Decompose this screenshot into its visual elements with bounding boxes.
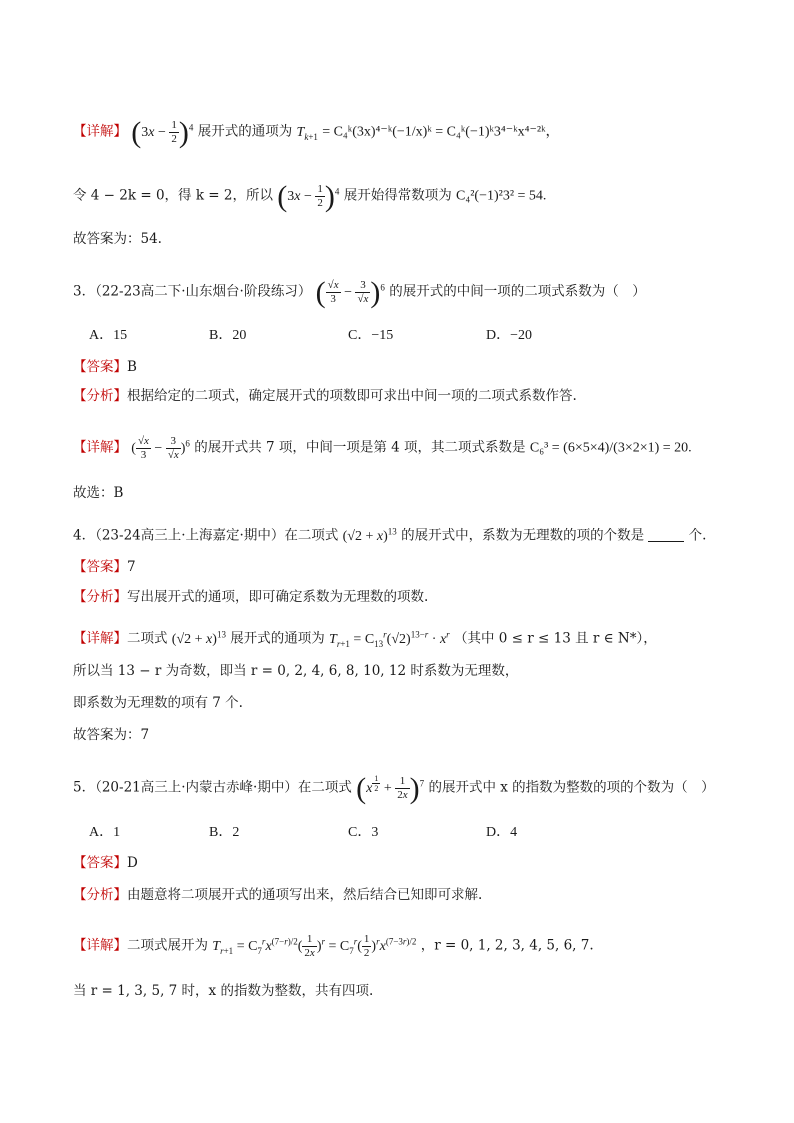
q4-stem <box>73 520 754 548</box>
q3-stem-b: 的展开式的中间一项的二项式系数为（ ） <box>389 283 646 300</box>
q4-detail <box>73 623 754 654</box>
q2-detail-line <box>73 116 754 147</box>
answer-tag: 【答案】 <box>73 559 127 575</box>
q2-line2 <box>73 179 754 213</box>
binomial-expression: (x $^{\frac{1}{2}}$ + $\frac{1}{2x}$ )$^7$ <box>356 771 425 805</box>
q3-detail-formula: C₆³ = (6×5×4)/(3×2×1) = 20. <box>529 440 692 456</box>
q2-line2-formula: C₄²(−1)²3² = 54. <box>456 188 547 204</box>
analysis-tag: 【分析】 <box>73 589 127 605</box>
q3-option-a[interactable]: A．15 <box>89 328 128 343</box>
q5-option-a[interactable]: A．1 <box>89 825 121 840</box>
q3-stem <box>73 275 754 309</box>
q4-analysis-text: 写出展开式的通项，即可确定系数为无理数的项数. <box>127 589 429 605</box>
q3-detail <box>73 432 754 462</box>
binomial-expression: (3x − $\frac{1}{2}$ )$^4$ <box>277 179 340 213</box>
q2-detail-formula: = C₄ᵏ(3x)⁴⁻ᵏ(−1/x)ᵏ = C₄ᵏ(−1)ᵏ3⁴⁻ᵏx⁴⁻²ᵏ， <box>322 124 560 140</box>
q4-detail-a: 二项式 <box>127 630 168 647</box>
q3-option-d[interactable]: D．−20 <box>486 328 533 343</box>
binomial-expression: (3x − $\frac{1}{2}$ )$^4$ <box>131 115 194 149</box>
q4-general-term: $T_{r+1} = C_{13}^r(√2)^{13-r} \cdot x^r$ <box>329 629 450 649</box>
q5-option-c[interactable]: C．3 <box>348 825 379 840</box>
q5-detail-a: 二项式展开为 <box>127 937 208 954</box>
q5-general-term: $T_{r+1} = C_7^rx^{(7-r)/2}$( $\frac{1}{2x}$ )$^r = C_7^r$( $\frac{1}{2}$ )$^rx^{(7-3r)/2}$ <box>212 932 417 959</box>
detail-tag: 【详解】 <box>73 439 127 456</box>
q5-option-b[interactable]: B．2 <box>209 825 240 840</box>
q4-analysis <box>73 586 754 608</box>
q3-final: 故选：B <box>73 485 124 501</box>
q2-line2-b: 展开始得常数项为 <box>343 187 452 204</box>
analysis-tag: 【分析】 <box>73 887 127 903</box>
q5-line2: 当 r = 1, 3, 5, 7 时，x 的指数为整数，共有四项. <box>73 983 374 999</box>
q4-detail-c: （其中 0 ≤ r ≤ 13 且 r ∈ N*）， <box>453 630 657 647</box>
detail-tag: 【详解】 <box>73 123 127 140</box>
q3-stem-a: 3．（22-23高二下·山东烟台·阶段练习） <box>73 283 312 300</box>
detail-tag: 【详解】 <box>73 630 127 647</box>
q4-stem-a: 4．（23-24高三上·上海嘉定·期中）在二项式 <box>73 527 339 544</box>
q3-option-c[interactable]: C．−15 <box>348 328 394 343</box>
q4-line3: 即系数为无理数的项有 7 个. <box>73 695 243 711</box>
binomial-expression: $(√2 + x)^{13}$ <box>342 526 397 544</box>
general-term-symbol: $T_{k+1}$ <box>296 124 318 142</box>
q5-analysis <box>73 884 754 906</box>
q3-detail-text: 的展开式共 7 项，中间一项是第 4 项，其二项式系数是 <box>194 439 526 456</box>
answer-tag: 【答案】 <box>73 855 127 871</box>
q3-answer-value: B <box>127 359 137 375</box>
q5-analysis-text: 由题意将二项展开式的通项写出来，然后结合已知即可求解. <box>127 887 483 903</box>
q3-analysis <box>73 385 754 407</box>
binomial-expression: $(√2 + x)^{13}$ <box>171 629 226 647</box>
q2-line2-a: 令 4 − 2k = 0，得 k = 2，所以 <box>73 187 273 204</box>
q3-answer <box>73 356 754 378</box>
q4-answer-value: 7 <box>127 559 136 575</box>
q4-line2: 所以当 13 − r 为奇数，即当 r = 0, 2, 4, 6, 8, 10, 12 时系数为无理数， <box>73 663 519 679</box>
binomial-expression: ( $\frac{√x}{3}$ − $\frac{3}{√x}$ )$^6$ <box>131 434 190 461</box>
q5-option-d[interactable]: D．4 <box>486 825 518 840</box>
q2-detail-text: 展开式的通项为 <box>197 123 293 140</box>
binomial-expression: ( $\frac{√x}{3}$ − $\frac{3}{√x}$ )$^6$ <box>315 275 385 309</box>
q5-stem-a: 5．（20-21高三上·内蒙古赤峰·期中）在二项式 <box>73 779 352 796</box>
q4-final: 故答案为：7 <box>73 727 150 743</box>
answer-blank[interactable] <box>648 527 684 542</box>
analysis-tag: 【分析】 <box>73 388 127 404</box>
q3-analysis-text: 根据给定的二项式，确定展开式的项数即可求出中间一项的二项式系数作答. <box>127 388 577 404</box>
q4-detail-b: 展开式的通项为 <box>230 630 325 647</box>
answer-tag: 【答案】 <box>73 359 127 375</box>
q2-final: 故答案为：54. <box>73 231 162 247</box>
q5-detail-c: ，r = 0, 1, 2, 3, 4, 5, 6, 7. <box>420 937 594 954</box>
q5-answer <box>73 852 754 874</box>
q4-answer <box>73 556 754 578</box>
q5-stem-b: 的展开式中 x 的指数为整数的项的个数为（ ） <box>428 779 715 796</box>
q4-stem-c: 个. <box>688 527 707 544</box>
q5-stem <box>73 771 754 805</box>
q5-detail <box>73 930 754 961</box>
q4-stem-b: 的展开式中，系数为无理数的项的个数是 <box>401 527 645 544</box>
q5-answer-value: D <box>127 855 138 871</box>
q3-option-b[interactable]: B．20 <box>209 328 247 343</box>
detail-tag: 【详解】 <box>73 937 127 954</box>
